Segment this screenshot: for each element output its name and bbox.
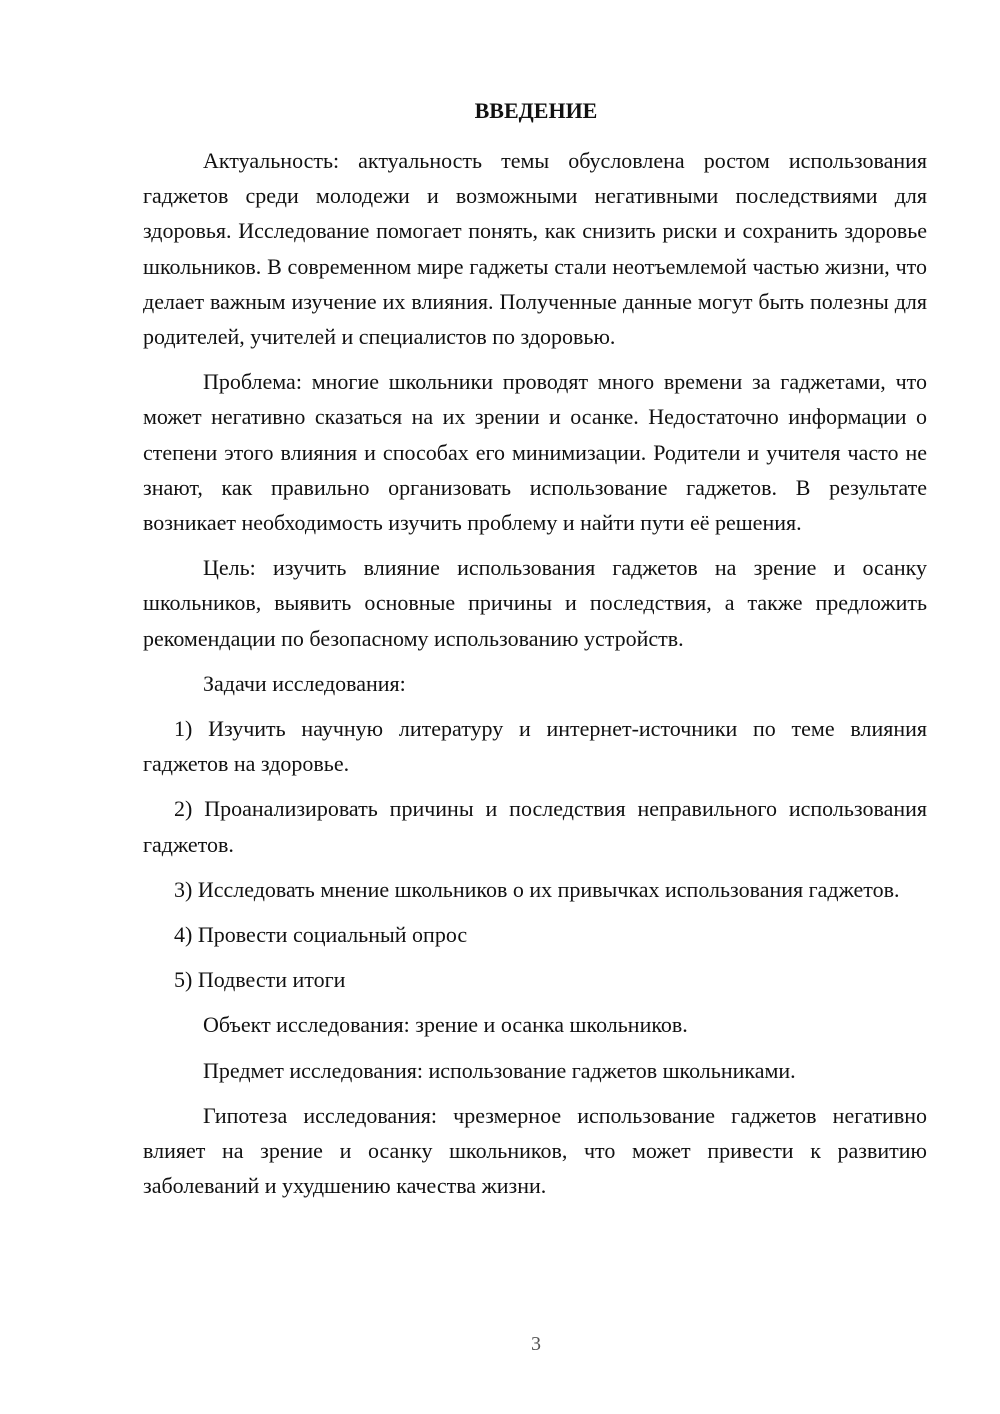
page-number: 3 [531, 1333, 541, 1355]
goal-paragraph: Цель: изучить влияние использования гаджетов на зрение и осанку школьников, выявить основные причины и последствия, а также предложить рекомендации по безопасному использованию устройств. [143, 555, 927, 651]
subject-paragraph: Предмет исследования: использование гаджетов школьниками. [203, 1057, 796, 1083]
relevance-paragraph: Актуальность: актуальность темы обусловлена ростом использования гаджетов среди молодежи и возможными негативными последствиями для здоровья. Исследование помогает понять, как снизить риски и сохранить здоровье школьников. В современном мире гаджеты стали неотъемлемой частью жизни, что делает важным изучение их влияния. Полученные данные могут быть полезны для родителей, учителей и специалистов по здоровью. [143, 148, 927, 350]
object-paragraph: Объект исследования: зрение и осанка школьников. [203, 1012, 688, 1038]
task-item: 4) Провести социальный опрос [174, 922, 468, 948]
task-item: 1) Изучить научную литературу и интернет-источники по теме влияния гаджетов на здоровье. [143, 716, 927, 777]
tasks-label: Задачи исследования: [203, 670, 406, 696]
task-item: 2) Проанализировать причины и последствия неправильного использования гаджетов. [143, 796, 927, 857]
task-item: 5) Подвести итоги [174, 967, 346, 993]
body-text [143, 143, 927, 1213]
task-item: 3) Исследовать мнение школьников о их привычках использования гаджетов. [174, 876, 900, 902]
section-title: ВВЕДЕНИЕ [474, 98, 598, 123]
hypothesis-paragraph: Гипотеза исследования: чрезмерное использование гаджетов негативно влияет на зрение и осанку школьников, что может привести к развитию заболеваний и ухудшению качества жизни. [143, 1102, 927, 1199]
problem-paragraph: Проблема: многие школьники проводят много времени за гаджетами, что может негативно сказаться на их зрении и осанке. Недостаточно информации о степени этого влияния и способах его минимизации. Родители и учителя часто не знают, как правильно организовать использование гаджетов. В результате возникает необходимость изучить проблему и найти пути её решения. [143, 369, 927, 536]
